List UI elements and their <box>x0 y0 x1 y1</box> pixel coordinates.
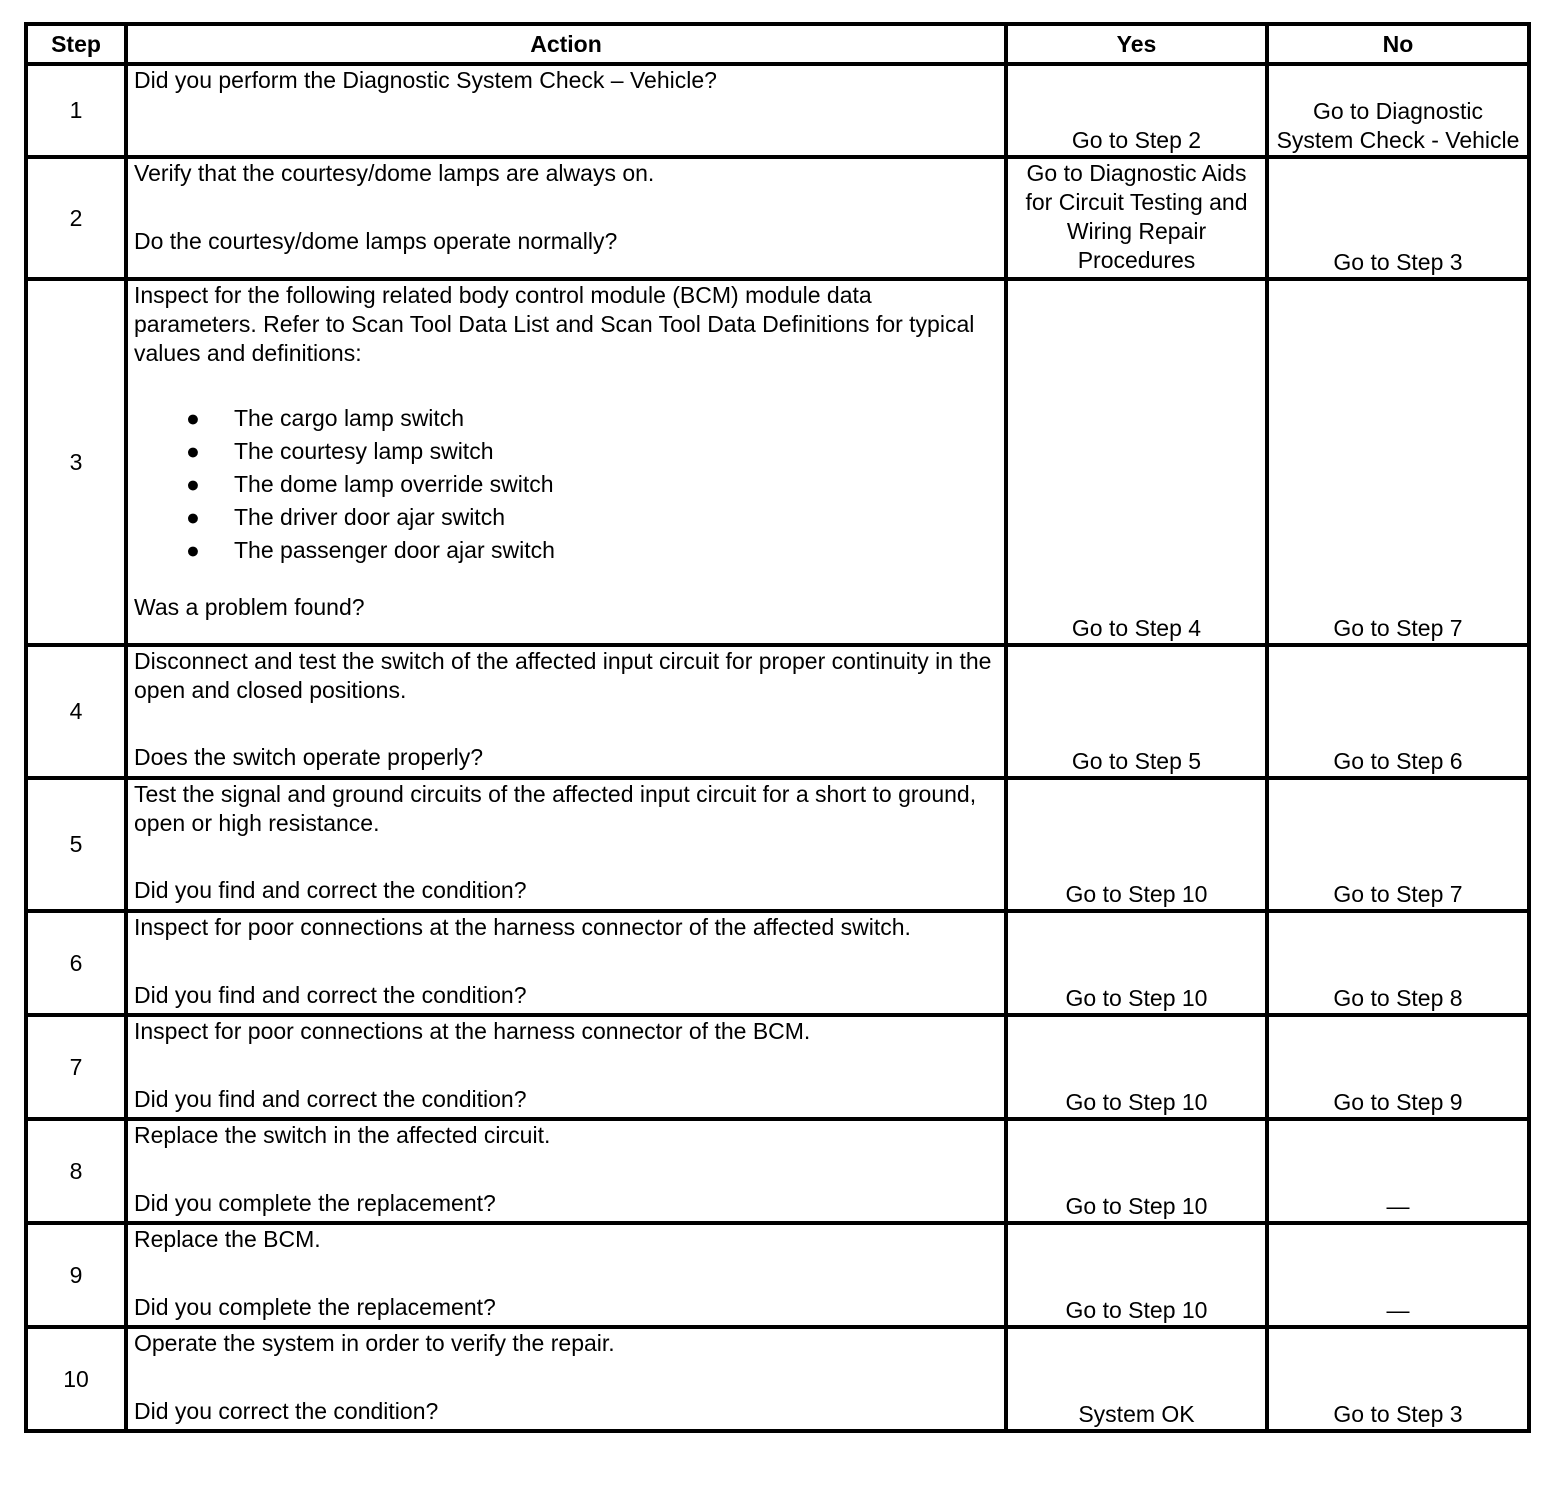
action-text: Inspect for the following related body control module (BCM) module data parameters. Refer to Scan Tool Data List and Scan Tool Data Definitions for typical values and definitions: <box>134 282 975 366</box>
action-cell <box>126 64 1006 157</box>
no-cell: Go to Step 8 <box>1267 911 1529 1015</box>
action-text: Inspect for poor connections at the harness connector of the affected switch. <box>134 914 911 940</box>
bullet-icon: ● <box>186 537 200 563</box>
action-question: Did you find and correct the condition? <box>134 982 527 1008</box>
table-row <box>26 778 1529 911</box>
action-question: Did you correct the condition? <box>134 1398 439 1424</box>
yes-cell: Go to Step 10 <box>1006 1223 1267 1327</box>
action-text: Replace the switch in the affected circuit. <box>134 1122 551 1148</box>
action-cell <box>126 778 1006 911</box>
yes-cell: Go to Diagnostic Aids for Circuit Testing and Wiring Repair Procedures <box>1006 157 1267 279</box>
yes-cell: Go to Step 10 <box>1006 1119 1267 1223</box>
diagnostic-table <box>24 22 1531 1433</box>
no-cell: — <box>1267 1119 1529 1223</box>
step-number: 5 <box>26 778 126 911</box>
list-item-label: The driver door ajar switch <box>234 504 505 530</box>
action-text: Did you perform the Diagnostic System Check – Vehicle? <box>134 67 717 93</box>
bullet-icon: ● <box>186 471 200 497</box>
bullet-icon: ● <box>186 504 200 530</box>
table-row <box>26 1223 1529 1327</box>
no-cell: Go to Step 9 <box>1267 1015 1529 1119</box>
step-number: 2 <box>26 157 126 279</box>
header-no: No <box>1267 24 1529 64</box>
action-cell <box>126 279 1006 645</box>
step-number: 7 <box>26 1015 126 1119</box>
bullet-icon: ● <box>186 438 200 464</box>
action-cell <box>126 1119 1006 1223</box>
table-row <box>26 1119 1529 1223</box>
action-text: Operate the system in order to verify the repair. <box>134 1330 615 1356</box>
step-number: 3 <box>26 279 126 645</box>
no-cell: Go to Step 6 <box>1267 645 1529 778</box>
list-item <box>186 468 998 501</box>
action-cell <box>126 157 1006 279</box>
no-cell: Go to Step 3 <box>1267 1327 1529 1431</box>
step-number: 9 <box>26 1223 126 1327</box>
list-item-label: The cargo lamp switch <box>234 405 465 431</box>
action-cell <box>126 911 1006 1015</box>
step-number: 1 <box>26 64 126 157</box>
table-row <box>26 157 1529 279</box>
action-cell <box>126 1327 1006 1431</box>
action-question: Do the courtesy/dome lamps operate normally? <box>134 228 618 254</box>
list-item <box>186 501 998 534</box>
action-text: Test the signal and ground circuits of the affected input circuit for a short to ground, open or high resistance. <box>134 781 977 836</box>
yes-cell: Go to Step 10 <box>1006 778 1267 911</box>
action-cell <box>126 1223 1006 1327</box>
action-question: Did you find and correct the condition? <box>134 877 527 903</box>
step-number: 6 <box>26 911 126 1015</box>
header-yes: Yes <box>1006 24 1267 64</box>
table-row <box>26 911 1529 1015</box>
bullet-icon: ● <box>186 405 200 431</box>
table-row <box>26 1015 1529 1119</box>
yes-cell: Go to Step 10 <box>1006 911 1267 1015</box>
action-cell <box>126 645 1006 778</box>
action-question: Was a problem found? <box>134 594 365 620</box>
table-row <box>26 1327 1529 1431</box>
action-question: Did you complete the replacement? <box>134 1190 496 1216</box>
action-question: Did you complete the replacement? <box>134 1294 496 1320</box>
action-text: Replace the BCM. <box>134 1226 321 1252</box>
list-item <box>186 435 998 468</box>
yes-cell: Go to Step 10 <box>1006 1015 1267 1119</box>
step-number: 4 <box>26 645 126 778</box>
no-cell: Go to Step 3 <box>1267 157 1529 279</box>
action-text: Verify that the courtesy/dome lamps are always on. <box>134 160 655 186</box>
header-step: Step <box>26 24 126 64</box>
step-number: 10 <box>26 1327 126 1431</box>
no-cell: — <box>1267 1223 1529 1327</box>
table-row <box>26 645 1529 778</box>
no-cell: Go to Diagnostic System Check - Vehicle <box>1267 64 1529 157</box>
yes-cell: Go to Step 4 <box>1006 279 1267 645</box>
list-item-label: The dome lamp override switch <box>234 471 554 497</box>
action-text: Disconnect and test the switch of the affected input circuit for proper continuity in the open and closed positions. <box>134 648 992 703</box>
header-action: Action <box>126 24 1006 64</box>
table-row <box>26 64 1529 157</box>
step-number: 8 <box>26 1119 126 1223</box>
action-text: Inspect for poor connections at the harness connector of the BCM. <box>134 1018 811 1044</box>
list-item-label: The courtesy lamp switch <box>234 438 494 464</box>
header-row <box>26 24 1529 64</box>
list-item-label: The passenger door ajar switch <box>234 537 555 563</box>
action-question: Did you find and correct the condition? <box>134 1086 527 1112</box>
action-question: Does the switch operate properly? <box>134 744 484 770</box>
list-item <box>186 402 998 435</box>
no-cell: Go to Step 7 <box>1267 279 1529 645</box>
yes-cell: Go to Step 5 <box>1006 645 1267 778</box>
table-row <box>26 279 1529 645</box>
action-cell <box>126 1015 1006 1119</box>
parameter-list <box>134 402 998 567</box>
yes-cell: System OK <box>1006 1327 1267 1431</box>
list-item <box>186 534 998 567</box>
no-cell: Go to Step 7 <box>1267 778 1529 911</box>
yes-cell: Go to Step 2 <box>1006 64 1267 157</box>
